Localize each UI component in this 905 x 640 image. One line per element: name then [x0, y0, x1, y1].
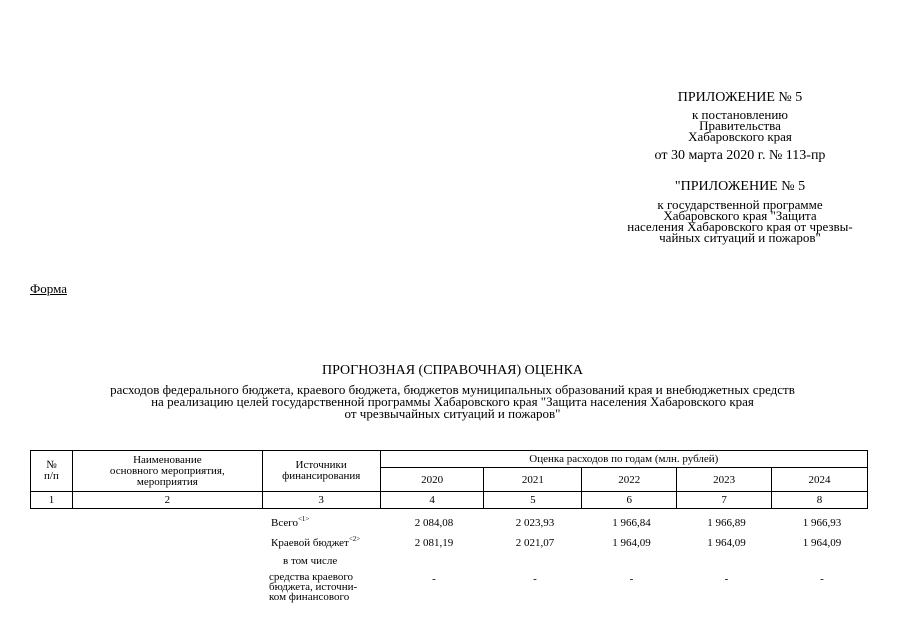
row-regional-value: 1 964,09: [707, 537, 746, 549]
appendix-line-1: к постановлению: [691, 107, 789, 122]
col-number: 7: [677, 492, 772, 509]
appendix-date: от 30 марта 2020 г. № 113-пр: [654, 148, 826, 163]
heading-line-3: от чрезвычайных ситуаций и пожаров": [344, 406, 561, 421]
col-header-source: Источники финансирования: [262, 451, 380, 492]
row-regional-value: 1 964,09: [612, 537, 651, 549]
row-total-value: 2 023,93: [515, 517, 555, 529]
row-funds-value: -: [820, 573, 824, 585]
year-header: 2022: [582, 468, 677, 492]
col-header-no: № п/п: [31, 451, 73, 492]
col-number: 6: [582, 492, 677, 509]
row-including-label: в том числе: [283, 555, 338, 567]
row-funds-value: -: [629, 573, 634, 585]
row-funds-value: -: [432, 573, 436, 585]
row-funds-value: -: [724, 573, 729, 585]
row-funds-label: средства краевого бюджета, источни- ком финансового: [269, 571, 358, 603]
estimate-table: [30, 450, 868, 509]
row-regional-value: 1 964,09: [802, 537, 842, 549]
heading-title: ПРОГНОЗНАЯ (СПРАВОЧНАЯ) ОЦЕНКА: [321, 363, 584, 378]
row-funds-value: -: [533, 573, 537, 585]
col-number: 3: [262, 492, 380, 509]
year-header: 2020: [380, 468, 484, 492]
row-total-value: 1 966,84: [612, 517, 651, 529]
col-header-estimate: Оценка расходов по годам (млн. рублей): [380, 451, 867, 468]
col-number: 1: [31, 492, 73, 509]
col-number: 8: [772, 492, 868, 509]
row-regional-value: 2 021,07: [515, 537, 555, 549]
heading-line-2: на реализацию целей государственной программы Хабаровского края "Защита населения Хабаровского края: [151, 394, 754, 409]
appendix2-line-3: населения Хабаровского края от чрезвы-: [627, 219, 853, 234]
year-header: 2024: [772, 468, 868, 492]
year-header: 2021: [484, 468, 582, 492]
row-regional-value: 2 081,19: [414, 537, 454, 549]
appendix2-line-1: к государственной программе: [657, 197, 823, 212]
appendix-line-2: Правительства: [699, 118, 781, 133]
col-header-name: Наименование основного мероприятия, мероприятия: [72, 451, 262, 492]
row-total-value: 1 966,93: [802, 517, 842, 529]
appendix2-line-2: Хабаровского края "Защита: [663, 208, 817, 223]
row-total-value: 2 084,08: [414, 517, 454, 529]
col-number: 5: [484, 492, 582, 509]
row-total-value: 1 966,89: [707, 517, 746, 529]
row-total-label: Всего$^{<1>}$: [271, 515, 310, 529]
col-number: 4: [380, 492, 484, 509]
form-label: Форма: [30, 281, 67, 296]
heading-line-1: расходов федерального бюджета, краевого бюджета, бюджетов муниципальных образований края и внебюджетных средств: [110, 382, 795, 397]
appendix-title: ПРИЛОЖЕНИЕ № 5: [677, 90, 803, 105]
appendix-line-3: Хабаровского края: [688, 129, 792, 144]
year-header: 2023: [677, 468, 772, 492]
row-regional-label: Краевой бюджет$^{<2>}$: [271, 535, 361, 549]
col-number: 2: [72, 492, 262, 509]
appendix2-title: "ПРИЛОЖЕНИЕ № 5: [674, 179, 806, 194]
appendix2-line-4: чайных ситуаций и пожаров": [659, 230, 821, 245]
